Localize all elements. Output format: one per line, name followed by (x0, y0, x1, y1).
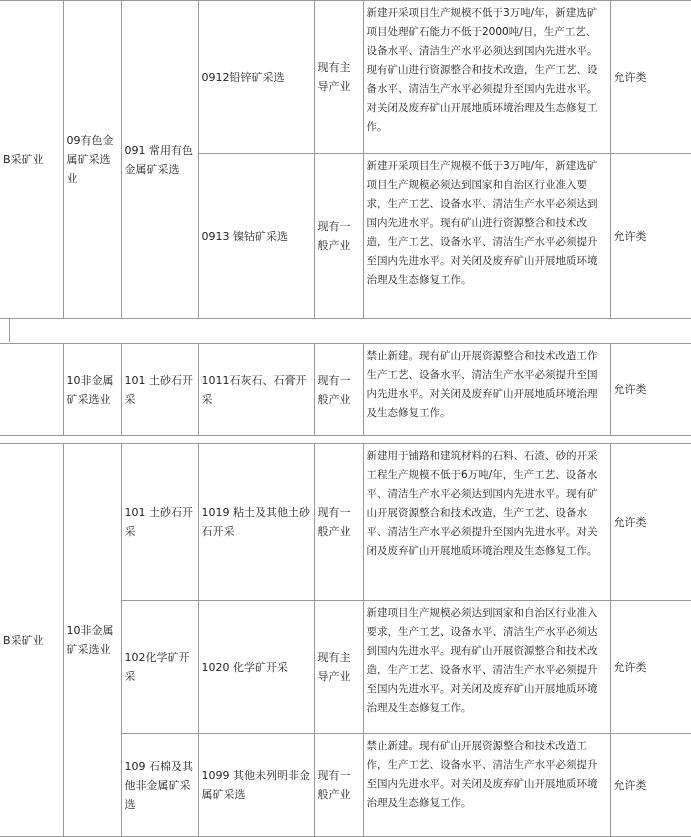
table-row (0, 444, 691, 601)
medium-class-cell: 101 土砂石开采 (121, 344, 198, 436)
category-class-cell: 允许类 (610, 344, 691, 436)
table-row (0, 344, 691, 436)
medium-class-cell: 102化学矿开采 (121, 601, 198, 734)
minor-class-cell: 0912铅锌矿采选 (198, 1, 314, 154)
requirement-cell: 禁止新建。现有矿山开展资源整合和技术改造工作，生产工艺、设备水平、清洁生产水平必须提升至国内先进水平。对关闭及废弃矿山开展地质环境治理及生态修复工作。 (363, 734, 610, 837)
industry-type-cell: 现有主导产业 (314, 601, 363, 734)
medium-class-cell: 091 常用有色金属矿采选 (121, 1, 198, 319)
page-gap (0, 319, 691, 342)
medium-class-cell: 101 土砂石开采 (121, 444, 198, 601)
table-row (0, 1, 691, 154)
minor-class-cell: 0913 镍钴矿采选 (198, 154, 314, 319)
industry-table-section-2 (0, 343, 691, 436)
industry-type-cell: 现有一般产业 (314, 734, 363, 837)
minor-class-cell: 1099 其他未列明非金属矿采选 (198, 734, 314, 837)
page-gap (0, 436, 691, 442)
medium-class-cell: 109 石棉及其他非金属矿采选 (121, 734, 198, 837)
requirement-cell: 新建项目生产规模必须达到国家和自治区行业准入要求，生产工艺、设备水平、清洁生产水平必须达到国内先进水平。现有矿山开展资源整合和技术改造，生产工艺、设备水平、清洁生产水平必须提升至国内先进水平。对关闭及废弃矿山开展地质环境治理及生态修复工作。 (363, 601, 610, 734)
category-class-cell: 允许类 (610, 1, 691, 154)
requirement-cell: 禁止新建。现有矿山开展资源整合和技术改造工作生产工艺、设备水平、清洁生产水平必须提升至国内先进水平。对关闭及废弃矿山开展地质环境治理及生态修复工作。 (363, 344, 610, 436)
category-class-cell: 允许类 (610, 734, 691, 837)
industry-type-cell: 现有主导产业 (314, 1, 363, 154)
industry-type-cell: 现有一般产业 (314, 344, 363, 436)
requirement-cell: 新建用于铺路和建筑材料的石料、石渣、砂的开采工程生产规模不低于6万吨/年，生产工艺、设备水平、清洁生产水平必须达到国内先进水平。现有矿山开展资源整合和技术改造，生产工艺、设备水平、清洁生产水平必须提升至国内先进水平。对关闭及废弃矿山开展地质环境治理及生态修复工作。 (363, 444, 610, 601)
minor-class-cell: 1011石灰石、石膏开采 (198, 344, 314, 436)
industry-table-section-3 (0, 443, 691, 837)
major-class-cell: 10非金属矿采选业 (63, 444, 121, 837)
industry-type-cell: 现有一般产业 (314, 444, 363, 601)
requirement-cell: 新建开采项目生产规模不低于3万吨/年，新建选矿项目处理矿石能力不低于2000吨/日，生产工艺、设备水平、清洁生产水平必须达到国内先进水平。现有矿山进行资源整合和技术改造，生产工艺、设备水平、清洁生产水平必须提升至国内先进水平。对关闭及废弃矿山开展地质环境治理及生态修复工作。 (363, 1, 610, 154)
minor-class-cell: 1020 化学矿开采 (198, 601, 314, 734)
minor-class-cell: 1019 粘土及其他土砂石开采 (198, 444, 314, 601)
major-class-cell: 10非金属矿采选业 (63, 344, 121, 436)
category-cell: B采矿业 (0, 444, 63, 837)
category-class-cell: 允许类 (610, 154, 691, 319)
category-class-cell: 允许类 (610, 444, 691, 601)
category-class-cell: 允许类 (610, 601, 691, 734)
industry-type-cell: 现有一般产业 (314, 154, 363, 319)
major-class-cell: 09有色金属矿采选业 (63, 1, 121, 319)
category-cell: B采矿业 (0, 1, 63, 319)
page-edge-line (9, 319, 10, 342)
requirement-cell: 新建开采项目生产规模不低于3万吨/年，新建选矿项目生产规模必须达到国家和自治区行业准入要求，生产工艺、设备水平、清洁生产水平必须达到国内先进水平。现有矿山进行资源整合和技术改造，生产工艺、设备水平、清洁生产水平必须提升至国内先进水平。对关闭及废弃矿山开展地质环境治理及生态修复工作。 (363, 154, 610, 319)
industry-table-section-1 (0, 0, 691, 319)
category-cell (0, 344, 63, 436)
